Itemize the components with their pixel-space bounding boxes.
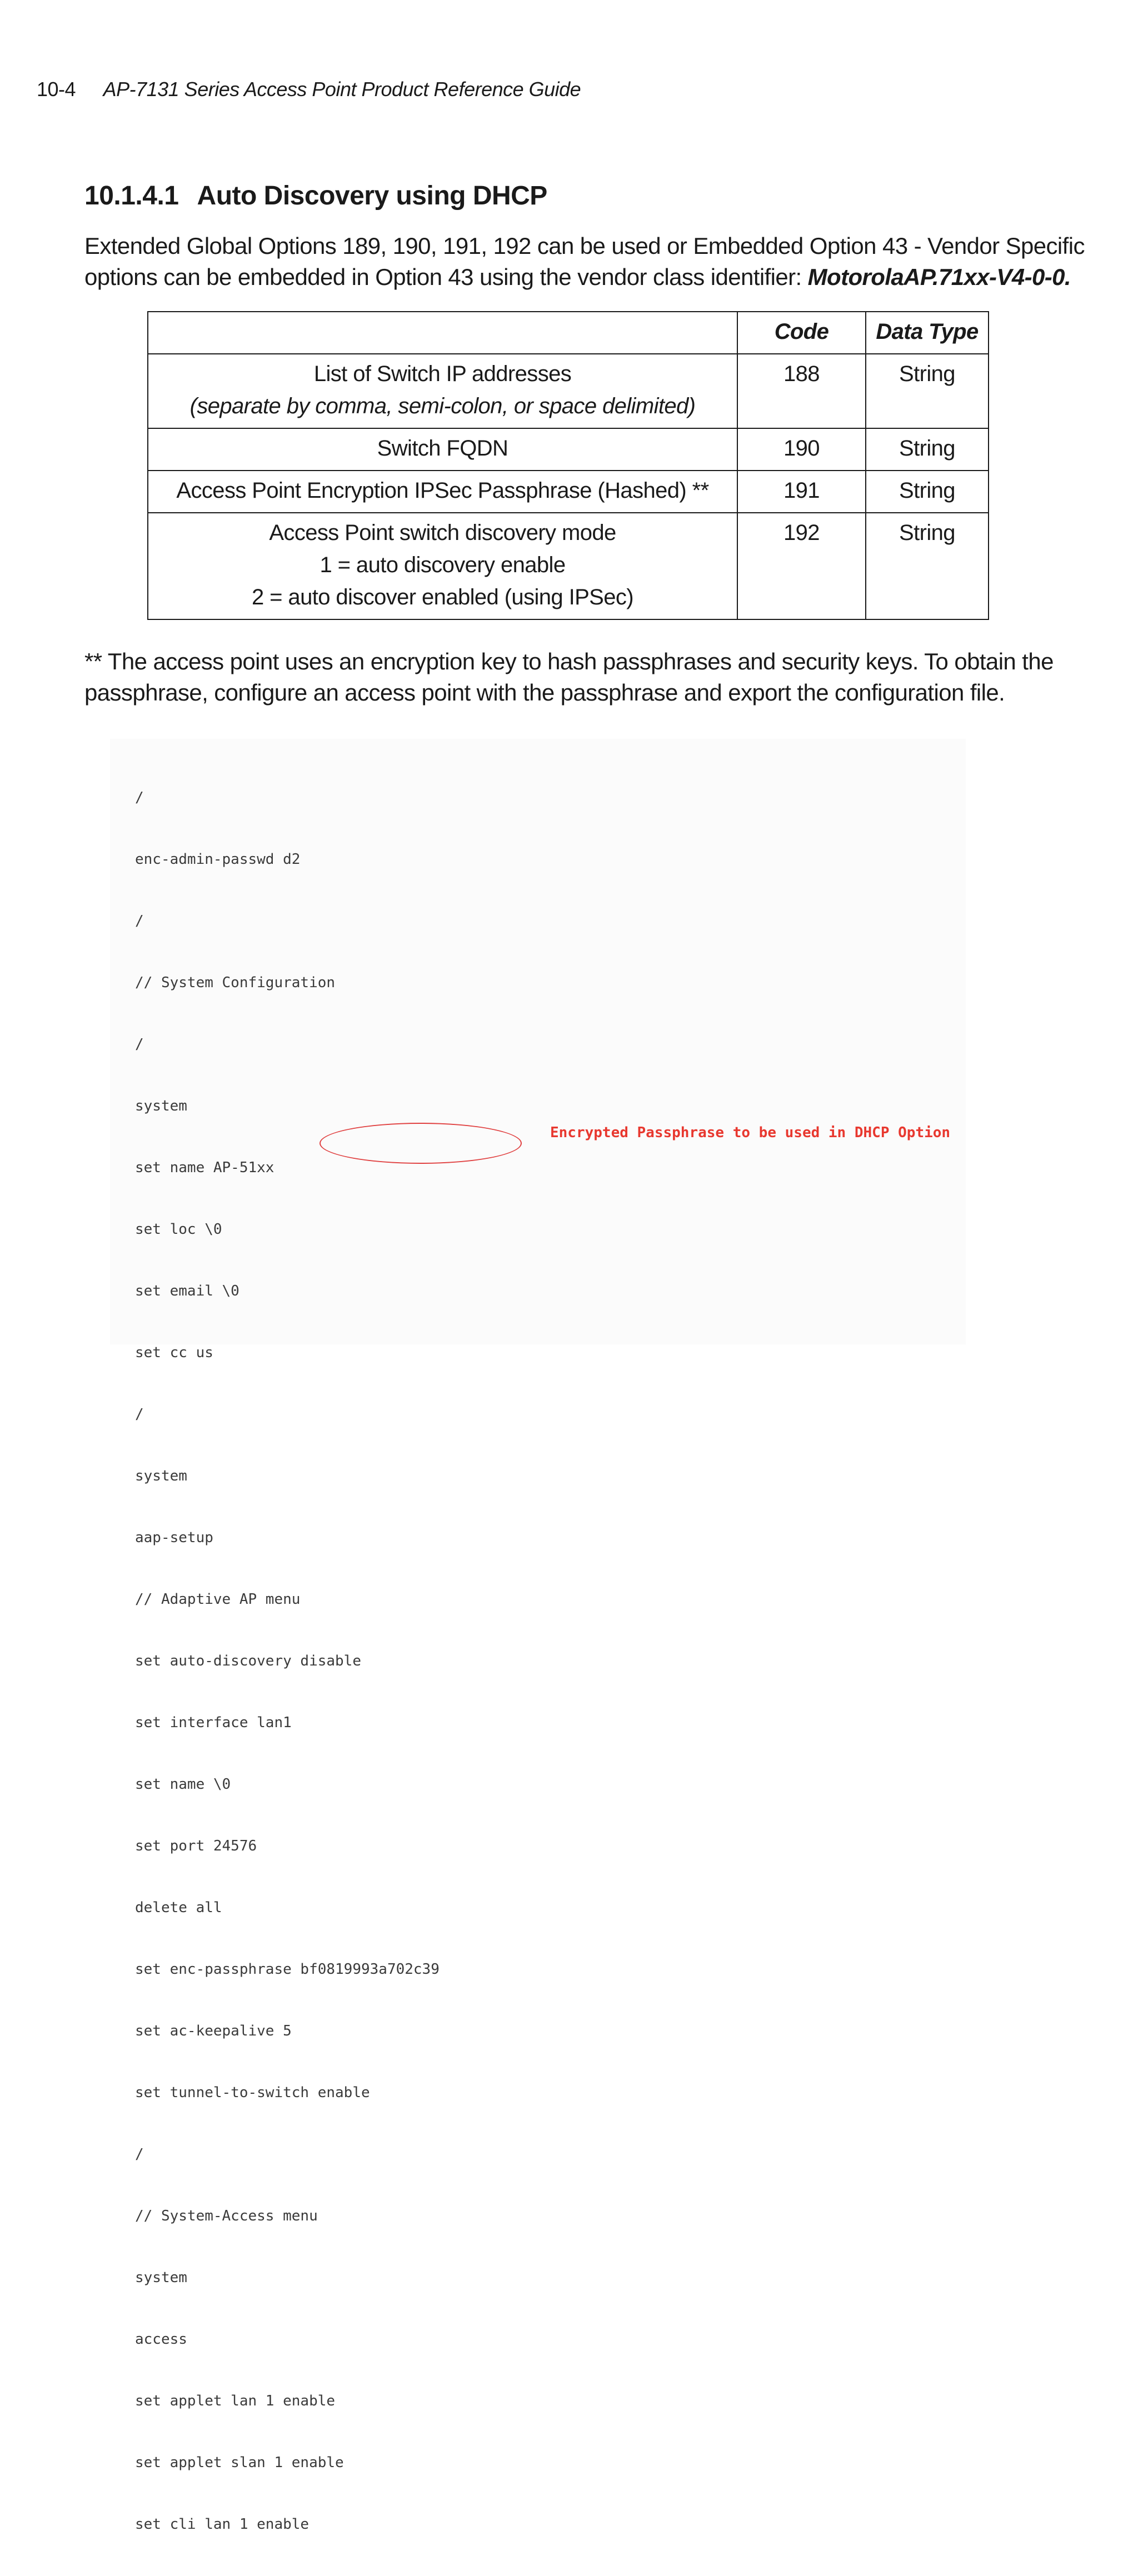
cell-data-type: String bbox=[866, 471, 989, 513]
table-row bbox=[148, 428, 989, 471]
config-listing bbox=[135, 747, 440, 2576]
config-line: / bbox=[135, 789, 144, 806]
config-line: / bbox=[135, 1406, 144, 1423]
intro-paragraph bbox=[84, 231, 1085, 293]
config-line: // System-Access menu bbox=[135, 2208, 318, 2224]
passphrase-annotation: Encrypted Passphrase to be used in DHCP Option bbox=[550, 1124, 951, 1141]
config-line: / bbox=[135, 2146, 144, 2163]
vendor-class-identifier: MotorolaAP.71xx-V4-0-0. bbox=[807, 264, 1071, 290]
config-line: system bbox=[135, 2269, 187, 2286]
cell-description bbox=[148, 354, 737, 428]
table-row bbox=[148, 354, 989, 428]
cell-description bbox=[148, 513, 737, 619]
config-line-passphrase: set enc-passphrase bf0819993a702c39 bbox=[135, 1961, 440, 1978]
section-number: 10.1.4.1 bbox=[84, 181, 179, 211]
section-title: Auto Discovery using DHCP bbox=[197, 181, 547, 211]
config-line: set cc us bbox=[135, 1344, 213, 1361]
option-description: Access Point switch discovery mode bbox=[269, 521, 616, 545]
table-row bbox=[148, 513, 989, 619]
config-line: set applet slan 1 enable bbox=[135, 2454, 344, 2471]
section-heading bbox=[84, 181, 547, 211]
option-note: (separate by comma, semi-colon, or space delimited) bbox=[189, 394, 696, 418]
config-line: system bbox=[135, 1468, 187, 1484]
guide-title: AP-7131 Series Access Point Product Reference Guide bbox=[103, 78, 581, 101]
footnote: ** The access point uses an encryption key to hash passphrases and security keys. To obtain the passphrase, configure an access point with the passphrase and export the configuration file. bbox=[84, 648, 1054, 706]
cell-code: 191 bbox=[737, 471, 866, 513]
config-line: set auto-discovery disable bbox=[135, 1653, 361, 1669]
page-number: 10-4 bbox=[37, 78, 76, 101]
config-line: system bbox=[135, 1098, 187, 1114]
config-file-screenshot bbox=[110, 739, 966, 2533]
cell-description: Access Point Encryption IPSec Passphrase (Hashed) ** bbox=[148, 471, 737, 513]
config-line: / bbox=[135, 913, 144, 929]
config-line: set name AP-51xx bbox=[135, 1159, 274, 1176]
table-row bbox=[148, 471, 989, 513]
config-line: set cli lan 1 enable bbox=[135, 2516, 310, 2533]
cell-code: 190 bbox=[737, 428, 866, 471]
config-line: access bbox=[135, 2331, 187, 2348]
option-description: List of Switch IP addresses bbox=[313, 362, 572, 386]
header-cell-code: Code bbox=[737, 312, 866, 354]
option-value-1: 1 = auto discovery enable bbox=[320, 553, 566, 577]
dhcp-options-table bbox=[147, 311, 989, 620]
cell-description: Switch FQDN bbox=[148, 428, 737, 471]
header-cell-data-type: Data Type bbox=[866, 312, 989, 354]
config-line: aap-setup bbox=[135, 1529, 213, 1546]
cell-data-type: String bbox=[866, 354, 989, 428]
config-line: set email \0 bbox=[135, 1283, 239, 1299]
config-line: set applet lan 1 enable bbox=[135, 2393, 336, 2409]
cell-code: 188 bbox=[737, 354, 866, 428]
config-line: enc-admin-passwd d2 bbox=[135, 851, 301, 868]
config-line: set loc \0 bbox=[135, 1221, 222, 1238]
intro-text: Extended Global Options 189, 190, 191, 192 can be used or Embedded Option 43 - Vendor Specific options can be embedded in Option 43 using the vendor class identifier: bbox=[84, 233, 1085, 290]
page-header bbox=[37, 78, 581, 101]
passphrase-highlight-ellipse bbox=[320, 1123, 522, 1164]
header-cell-description bbox=[148, 312, 737, 354]
config-line: set interface lan1 bbox=[135, 1714, 292, 1731]
config-line: // System Configuration bbox=[135, 974, 336, 991]
cell-code: 192 bbox=[737, 513, 866, 619]
option-value-2: 2 = auto discover enabled (using IPSec) bbox=[251, 585, 634, 609]
config-line: set tunnel-to-switch enable bbox=[135, 2084, 370, 2101]
config-line: delete all bbox=[135, 1899, 222, 1916]
cell-data-type: String bbox=[866, 513, 989, 619]
config-line: / bbox=[135, 1036, 144, 1053]
cell-data-type: String bbox=[866, 428, 989, 471]
table-header-row bbox=[148, 312, 989, 354]
config-line: set ac-keepalive 5 bbox=[135, 2023, 292, 2039]
config-line: set name \0 bbox=[135, 1776, 231, 1793]
config-line: // Adaptive AP menu bbox=[135, 1591, 301, 1608]
config-line: set port 24576 bbox=[135, 1838, 257, 1854]
